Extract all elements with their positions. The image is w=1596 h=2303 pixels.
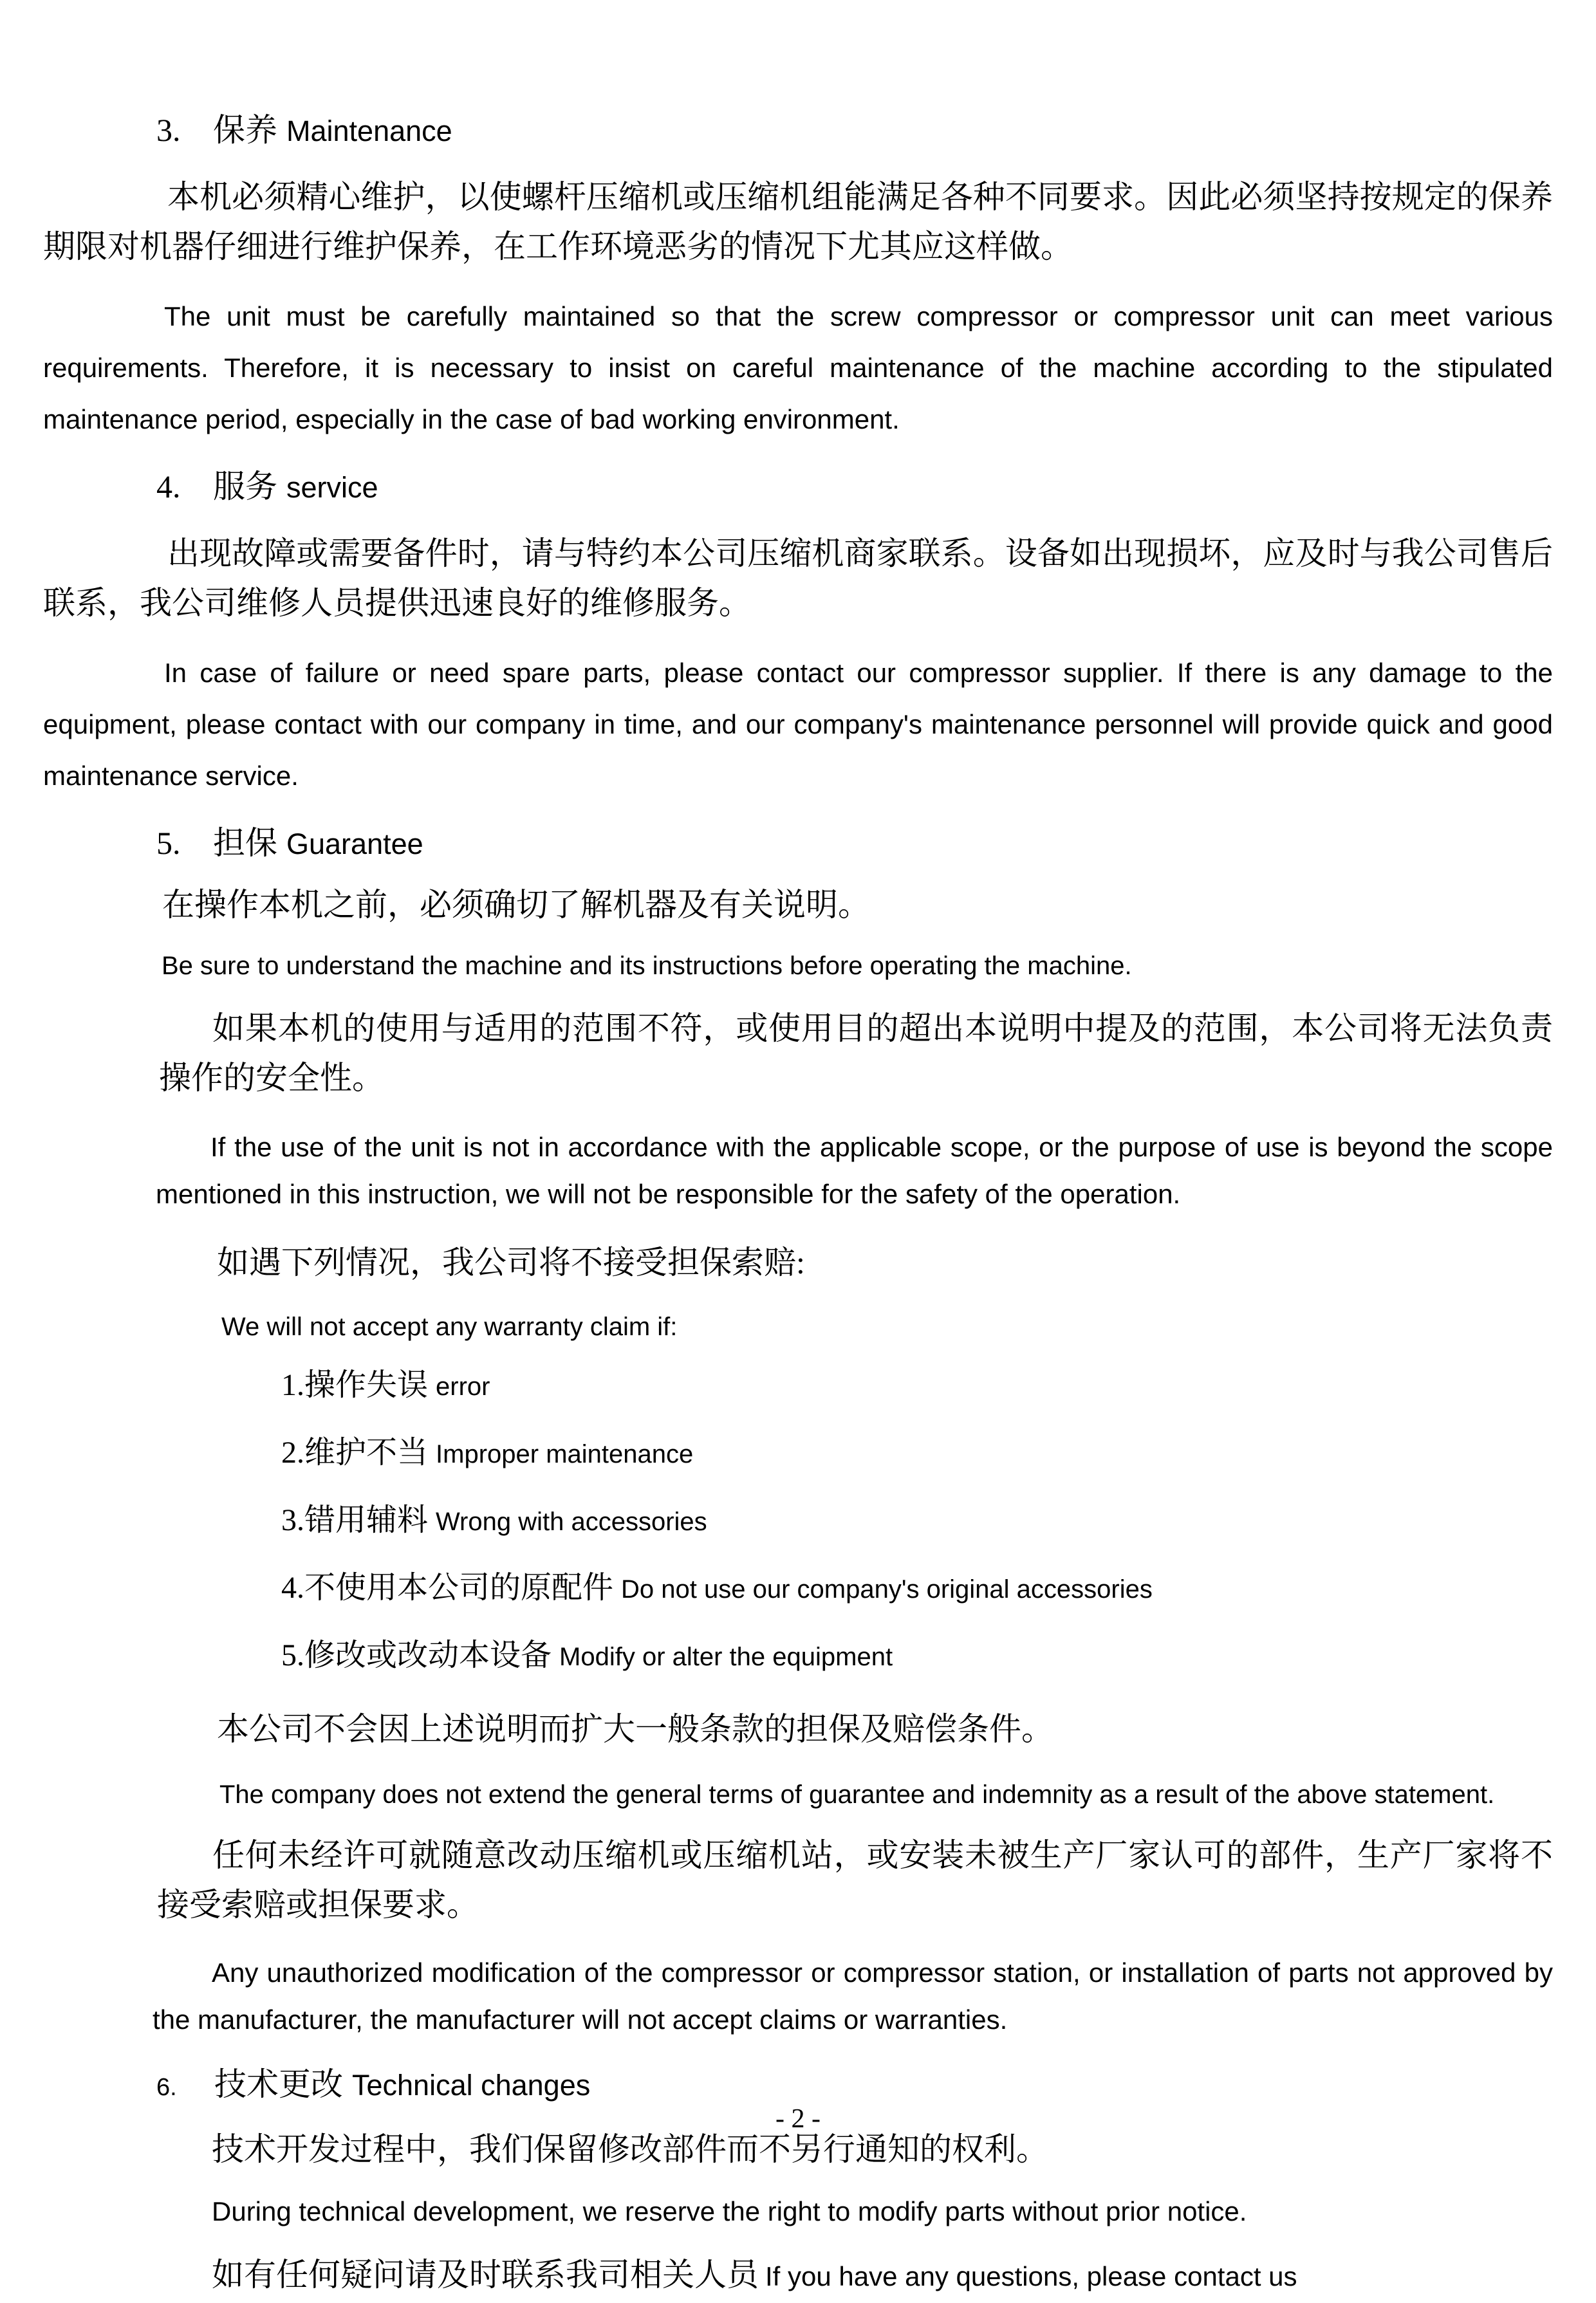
section-6-paragraph-en: During technical development, we reserve the right to modify parts without prior notice. xyxy=(212,2196,1247,2226)
section-3-paragraph-en: The unit must be carefully maintained so that the screw compressor or compressor unit can meet various requirements. Therefore, it is necessary to insist on careful maintenance of the machine according to the stipulated maintenance period, especially in the case of bad working environment. xyxy=(43,301,1553,434)
item-1-cn: 1.操作失误 xyxy=(281,1368,429,1402)
warranty-claim-item-3 xyxy=(281,1501,1553,1548)
section-5-line-cn: 在操作本机之前，必须确切了解机器及有关说明。 xyxy=(162,887,870,923)
item-3-cn: 3.错用辅料 xyxy=(281,1503,429,1537)
item-1-en: error xyxy=(436,1373,490,1401)
guarantee-statement-en: The company does not extend the general terms of guarantee and indemnity as a result of the above statement. xyxy=(219,1780,1495,1809)
item-2-en: Improper maintenance xyxy=(436,1440,694,1468)
section-3-heading xyxy=(156,106,1553,156)
item-4-cn: 4.不使用本公司的原配件 xyxy=(281,1571,614,1605)
section-5-heading xyxy=(156,819,1553,869)
section-5-scope-cn: 如果本机的使用与适用的范围不符，或使用目的超出本说明中提及的范围，本公司将无法负责操作的安全性。 xyxy=(159,1010,1553,1096)
section-4-title-cn: 服务 xyxy=(213,468,277,504)
section-6-title-en: Technical changes xyxy=(352,2069,591,2102)
warranty-claim-item-5 xyxy=(281,1636,1553,1683)
section-4-paragraph-en: In case of failure or need spare parts, please contact our compressor supplier. If there is any damage to the equipment, please contact with our company in time, and our company's maintenance personnel will provide quick and good maintenance service. xyxy=(43,658,1553,791)
section-4-number: 4. xyxy=(156,468,181,504)
guarantee-statement-cn: 本公司不会因上述说明而扩大一般条款的担保及赔偿条件。 xyxy=(217,1711,1053,1747)
item-5-cn: 5.修改或改动本设备 xyxy=(281,1638,552,1672)
section-5-title-en: Guarantee xyxy=(286,828,423,860)
warranty-claim-intro-cn: 如遇下列情况，我公司将不接受担保索赔: xyxy=(217,1244,805,1281)
section-3-title-en: Maintenance xyxy=(286,115,452,147)
section-6-contact-line xyxy=(212,2255,1553,2303)
section-3-title-cn: 保养 xyxy=(213,112,277,148)
contact-line-cn: 如有任何疑问请及时联系我司相关人员 xyxy=(212,2257,759,2293)
section-5-title-cn: 担保 xyxy=(213,825,277,861)
section-6-paragraph-cn: 技术开发过程中，我们保留修改部件而不另行通知的权利。 xyxy=(212,2131,1048,2167)
section-3-number: 3. xyxy=(156,112,181,148)
item-2-cn: 2.维护不当 xyxy=(281,1436,429,1470)
section-6-number: 6. xyxy=(156,2074,177,2101)
unauthorized-modification-cn: 任何未经许可就随意改动压缩机或压缩机站，或安装未被生产厂家认可的部件，生产厂家将不接受索赔或担保要求。 xyxy=(157,1837,1553,1923)
unauthorized-modification-en: Any unauthorized modification of the compressor or compressor station, or installation of parts not approved by the manufacturer, the manufacturer will not accept claims or warranties. xyxy=(153,1957,1553,2035)
warranty-claim-item-4 xyxy=(281,1568,1553,1615)
section-5-number: 5. xyxy=(156,825,181,861)
warranty-claim-item-1 xyxy=(281,1365,1553,1412)
warranty-claim-item-2 xyxy=(281,1433,1553,1480)
section-4-title-en: service xyxy=(286,471,378,504)
warranty-claim-intro-en: We will not accept any warranty claim if: xyxy=(221,1313,678,1341)
item-4-en: Do not use our company's original accessories xyxy=(621,1575,1153,1604)
item-5-en: Modify or alter the equipment xyxy=(559,1643,893,1671)
section-6-title-cn: 技术更改 xyxy=(214,2066,343,2102)
section-3-paragraph-cn: 本机必须精心维护，以使螺杆压缩机或压缩机组能满足各种不同要求。因此必须坚持按规定的保养期限对机器仔细进行维护保养，在工作环境恶劣的情况下尤其应这样做。 xyxy=(43,179,1553,264)
item-3-en: Wrong with accessories xyxy=(436,1508,707,1536)
section-5-line-en: Be sure to understand the machine and its instructions before operating the machine. xyxy=(162,952,1132,980)
section-5-scope-en: If the use of the unit is not in accordance with the applicable scope, or the purpose of use is beyond the scope mentioned in this instruction, we will not be responsible for the safety of the operation. xyxy=(156,1132,1553,1209)
section-4-heading xyxy=(156,462,1553,512)
contact-line-en: If you have any questions, please contact us xyxy=(765,2261,1297,2291)
document-content xyxy=(43,89,1553,2303)
page-number: - 2 - xyxy=(775,2104,821,2134)
section-4-paragraph-cn: 出现故障或需要备件时，请与特约本公司压缩机商家联系。设备如出现损坏，应及时与我公司售后联系，我公司维修人员提供迅速良好的维修服务。 xyxy=(43,535,1553,621)
